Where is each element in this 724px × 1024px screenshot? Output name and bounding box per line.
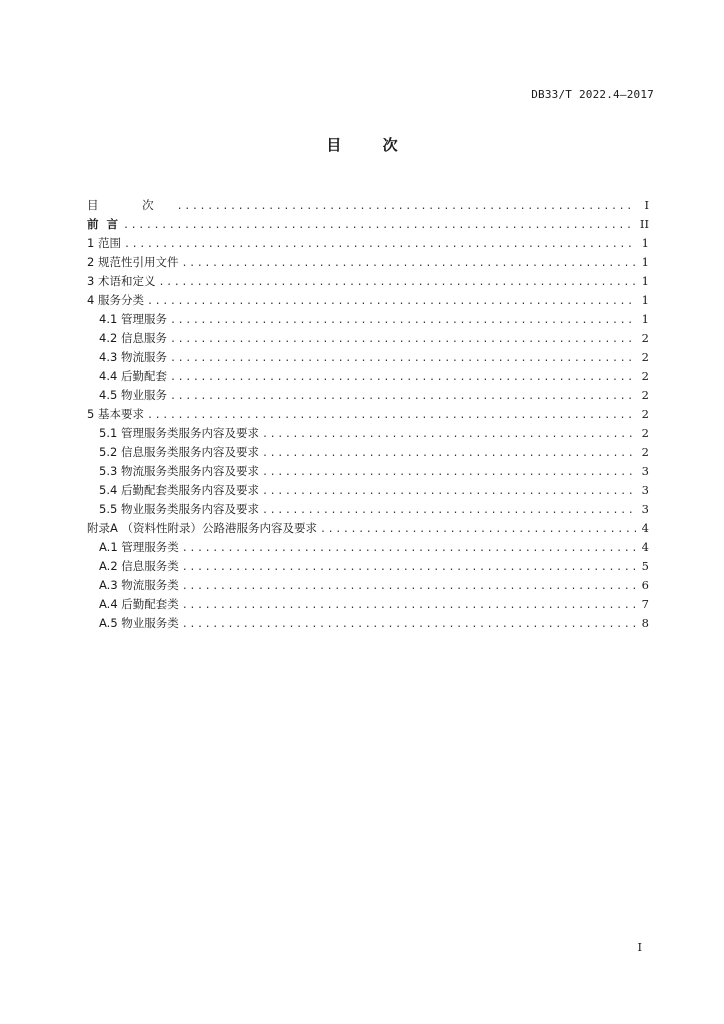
toc-leader-dots <box>147 292 636 311</box>
toc-entry[interactable] <box>87 519 649 538</box>
toc-entry[interactable] <box>87 576 649 595</box>
toc-leader-dots <box>147 406 636 425</box>
toc-entry-label: 5.3 物流服务类服务内容及要求 <box>99 464 259 478</box>
toc-entry[interactable] <box>87 386 649 405</box>
toc-entry-page: 1 <box>641 293 649 307</box>
toc-entry-label: A.5 物业服务类 <box>99 616 179 630</box>
toc-entry-label: 4.5 物业服务 <box>99 388 167 402</box>
toc-entry-page: 3 <box>641 464 649 478</box>
toc-entry-page: II <box>639 217 649 231</box>
toc-entry[interactable] <box>87 367 649 386</box>
toc-leader-dots <box>182 558 636 577</box>
toc-entry[interactable] <box>87 348 649 367</box>
toc-entry-page: 2 <box>641 388 649 402</box>
toc-entry-label: 4.2 信息服务 <box>99 331 167 345</box>
toc-entry-label: A.2 信息服务类 <box>99 559 179 573</box>
toc-entry-page: I <box>644 198 649 212</box>
toc-entry-label: 附录A （资料性附录）公路港服务内容及要求 <box>87 521 318 535</box>
toc-entry[interactable] <box>87 196 649 215</box>
toc-entry-page: 2 <box>641 331 649 345</box>
toc-entry-label: 前 言 <box>87 217 121 231</box>
toc-entry[interactable] <box>87 272 649 291</box>
toc-entry[interactable] <box>87 500 649 519</box>
toc-entry-page: 5 <box>641 559 649 573</box>
toc-entry-label: 4.1 管理服务 <box>99 312 167 326</box>
toc-leader-dots <box>177 197 636 216</box>
toc-leader-dots <box>170 330 636 349</box>
toc-entry-label: 2 规范性引用文件 <box>87 255 179 269</box>
toc-entry-page: 1 <box>641 312 649 326</box>
toc-entry[interactable] <box>87 215 649 234</box>
toc-entry-page: 7 <box>641 597 649 611</box>
toc-entry[interactable] <box>87 234 649 253</box>
toc-entry[interactable] <box>87 481 649 500</box>
toc-entry-page: 6 <box>641 578 649 592</box>
toc-entry-page: 2 <box>641 445 649 459</box>
toc-leader-dots <box>170 387 636 406</box>
toc-leader-dots <box>262 463 636 482</box>
toc-entry-page: 4 <box>641 521 649 535</box>
toc-entry[interactable] <box>87 310 649 329</box>
toc-entry-label: 4.4 后勤配套 <box>99 369 167 383</box>
toc-entry[interactable] <box>87 424 649 443</box>
toc-entry[interactable] <box>87 538 649 557</box>
toc-entry-label: 目 次 <box>87 198 174 212</box>
toc-entry[interactable] <box>87 291 649 310</box>
toc-entry-label: 4.3 物流服务 <box>99 350 167 364</box>
toc-entry-page: 2 <box>641 426 649 440</box>
toc-leader-dots <box>182 539 636 558</box>
toc-leader-dots <box>170 349 636 368</box>
toc-entry-page: 2 <box>641 407 649 421</box>
toc-leader-dots <box>123 216 636 235</box>
toc-leader-dots <box>182 615 636 634</box>
toc-entry[interactable] <box>87 557 649 576</box>
toc-leader-dots <box>320 520 636 539</box>
document-code: DB33/T 2022.4—2017 <box>531 88 654 101</box>
toc-entry-page: 2 <box>641 350 649 364</box>
toc-leader-dots <box>262 425 636 444</box>
toc-leader-dots <box>262 501 636 520</box>
toc-entry-page: 1 <box>641 274 649 288</box>
toc-entry-page: 8 <box>641 616 649 630</box>
toc-entry-label: 5.4 后勤配套类服务内容及要求 <box>99 483 259 497</box>
toc-leader-dots <box>124 235 636 254</box>
toc-title: 目 次 <box>326 136 416 154</box>
toc-entry[interactable] <box>87 253 649 272</box>
toc-entry-label: 3 术语和定义 <box>87 274 156 288</box>
toc-leader-dots <box>262 482 636 501</box>
toc-entry-page: 4 <box>641 540 649 554</box>
toc-entry[interactable] <box>87 462 649 481</box>
toc-entry-label: 5.1 管理服务类服务内容及要求 <box>99 426 259 440</box>
toc-entry-page: 1 <box>641 236 649 250</box>
toc-entry-page: 3 <box>641 483 649 497</box>
table-of-contents <box>87 196 649 633</box>
toc-entry-page: 1 <box>641 255 649 269</box>
toc-leader-dots <box>158 273 636 292</box>
toc-leader-dots <box>262 444 636 463</box>
toc-entry-page: 2 <box>641 369 649 383</box>
toc-entry-label: 5 基本要求 <box>87 407 144 421</box>
toc-leader-dots <box>170 368 636 387</box>
toc-leader-dots <box>182 577 636 596</box>
page-number: I <box>637 940 642 954</box>
toc-entry-page: 3 <box>641 502 649 516</box>
toc-entry[interactable] <box>87 443 649 462</box>
toc-leader-dots <box>181 254 636 273</box>
toc-entry-label: 5.5 物业服务类服务内容及要求 <box>99 502 259 516</box>
toc-entry-label: 1 范围 <box>87 236 121 250</box>
toc-entry-label: A.3 物流服务类 <box>99 578 179 592</box>
toc-entry-label: A.1 管理服务类 <box>99 540 179 554</box>
toc-leader-dots <box>182 596 636 615</box>
toc-leader-dots <box>170 311 636 330</box>
toc-entry-label: 4 服务分类 <box>87 293 144 307</box>
toc-entry[interactable] <box>87 614 649 633</box>
toc-entry-label: 5.2 信息服务类服务内容及要求 <box>99 445 259 459</box>
toc-entry[interactable] <box>87 329 649 348</box>
toc-entry-label: A.4 后勤配套类 <box>99 597 179 611</box>
toc-entry[interactable] <box>87 405 649 424</box>
toc-entry[interactable] <box>87 595 649 614</box>
